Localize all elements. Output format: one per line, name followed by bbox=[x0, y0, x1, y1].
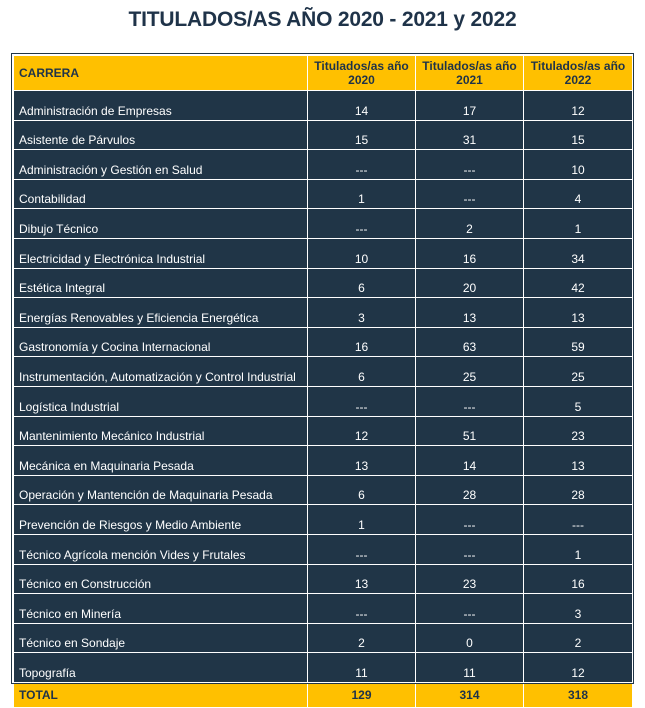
value-2022-cell: 13 bbox=[524, 298, 633, 328]
value-2021-cell: 28 bbox=[416, 475, 524, 505]
value-2021-cell: 0 bbox=[416, 623, 524, 653]
table-row bbox=[14, 534, 633, 564]
value-2021-cell: 25 bbox=[416, 357, 524, 387]
value-2022-cell: 1 bbox=[524, 534, 633, 564]
value-2022-cell: 42 bbox=[524, 268, 633, 298]
value-2021-cell: 16 bbox=[416, 238, 524, 268]
value-2022-cell: 10 bbox=[524, 150, 633, 180]
column-header-2020 bbox=[308, 56, 416, 91]
value-2020-cell: 13 bbox=[308, 564, 416, 594]
table-row bbox=[14, 416, 633, 446]
value-2022-cell: 28 bbox=[524, 475, 633, 505]
table-row bbox=[14, 327, 633, 357]
table-row bbox=[14, 564, 633, 594]
career-name-cell: Administración de Empresas bbox=[14, 91, 308, 121]
value-2020-cell: 6 bbox=[308, 357, 416, 387]
table-row bbox=[14, 505, 633, 535]
career-name-cell: Dibujo Técnico bbox=[14, 209, 308, 239]
value-2020-cell: 10 bbox=[308, 238, 416, 268]
column-header-2021-line1: Titulados/as año bbox=[422, 59, 517, 73]
value-2021-cell: 31 bbox=[416, 120, 524, 150]
table-row bbox=[14, 623, 633, 653]
value-2021-cell: 17 bbox=[416, 91, 524, 121]
career-name-cell: Técnico Agrícola mención Vides y Frutales bbox=[14, 534, 308, 564]
value-2021-cell: 23 bbox=[416, 564, 524, 594]
total-label: TOTAL bbox=[14, 682, 308, 707]
table-row bbox=[14, 120, 633, 150]
career-name-cell: Gastronomía y Cocina Internacional bbox=[14, 327, 308, 357]
value-2022-cell: 23 bbox=[524, 416, 633, 446]
value-2021-cell: --- bbox=[416, 534, 524, 564]
table-row bbox=[14, 150, 633, 180]
total-row bbox=[14, 682, 633, 707]
column-header-2022-line1: Titulados/as año bbox=[530, 59, 626, 73]
value-2022-cell: 34 bbox=[524, 238, 633, 268]
table-row bbox=[14, 357, 633, 387]
value-2021-cell: 63 bbox=[416, 327, 524, 357]
value-2021-cell: 20 bbox=[416, 268, 524, 298]
value-2022-cell: 12 bbox=[524, 91, 633, 121]
table-row bbox=[14, 594, 633, 624]
value-2022-cell: 13 bbox=[524, 446, 633, 476]
titulados-table bbox=[13, 55, 633, 708]
career-name-cell: Logística Industrial bbox=[14, 386, 308, 416]
total-2020: 129 bbox=[308, 682, 416, 707]
value-2021-cell: --- bbox=[416, 594, 524, 624]
value-2022-cell: 3 bbox=[524, 594, 633, 624]
career-name-cell: Instrumentación, Automatización y Control Industrial bbox=[14, 357, 308, 387]
value-2020-cell: 6 bbox=[308, 268, 416, 298]
value-2020-cell: 11 bbox=[308, 653, 416, 683]
table-row bbox=[14, 268, 633, 298]
table-row bbox=[14, 238, 633, 268]
total-2022: 318 bbox=[524, 682, 633, 707]
career-name-cell: Administración y Gestión en Salud bbox=[14, 150, 308, 180]
career-name-cell: Asistente de Párvulos bbox=[14, 120, 308, 150]
table-header-row bbox=[14, 56, 633, 91]
column-header-2020-line2: 2020 bbox=[348, 73, 375, 87]
value-2020-cell: 1 bbox=[308, 505, 416, 535]
value-2021-cell: --- bbox=[416, 150, 524, 180]
value-2022-cell: 25 bbox=[524, 357, 633, 387]
value-2022-cell: 4 bbox=[524, 179, 633, 209]
value-2020-cell: 1 bbox=[308, 179, 416, 209]
value-2020-cell: --- bbox=[308, 150, 416, 180]
value-2022-cell: 1 bbox=[524, 209, 633, 239]
column-header-carrera: CARRERA bbox=[14, 56, 308, 91]
value-2020-cell: 2 bbox=[308, 623, 416, 653]
value-2020-cell: --- bbox=[308, 594, 416, 624]
column-header-2021-line2: 2021 bbox=[456, 73, 483, 87]
table-row bbox=[14, 91, 633, 121]
column-header-2022-line2: 2022 bbox=[564, 73, 592, 87]
table-row bbox=[14, 475, 633, 505]
career-name-cell: Energías Renovables y Eficiencia Energética bbox=[14, 298, 308, 328]
value-2021-cell: 11 bbox=[416, 653, 524, 683]
value-2022-cell: 5 bbox=[524, 386, 633, 416]
value-2020-cell: 3 bbox=[308, 298, 416, 328]
column-header-2021 bbox=[416, 56, 524, 91]
value-2022-cell: 12 bbox=[524, 653, 633, 683]
value-2022-cell: 2 bbox=[524, 623, 633, 653]
career-name-cell: Técnico en Minería bbox=[14, 594, 308, 624]
career-name-cell: Estética Integral bbox=[14, 268, 308, 298]
value-2022-cell: 16 bbox=[524, 564, 633, 594]
value-2021-cell: --- bbox=[416, 386, 524, 416]
career-name-cell: Prevención de Riesgos y Medio Ambiente bbox=[14, 505, 308, 535]
value-2020-cell: 6 bbox=[308, 475, 416, 505]
value-2022-cell: 15 bbox=[524, 120, 633, 150]
total-2021: 314 bbox=[416, 682, 524, 707]
value-2020-cell: 12 bbox=[308, 416, 416, 446]
table-row bbox=[14, 386, 633, 416]
value-2020-cell: 15 bbox=[308, 120, 416, 150]
value-2020-cell: 13 bbox=[308, 446, 416, 476]
column-header-2020-line1: Titulados/as año bbox=[314, 59, 409, 73]
table-body bbox=[14, 91, 633, 683]
career-name-cell: Operación y Mantención de Maquinaria Pesada bbox=[14, 475, 308, 505]
value-2020-cell: 14 bbox=[308, 91, 416, 121]
value-2022-cell: --- bbox=[524, 505, 633, 535]
career-name-cell: Técnico en Construcción bbox=[14, 564, 308, 594]
value-2021-cell: 14 bbox=[416, 446, 524, 476]
career-name-cell: Mecánica en Maquinaria Pesada bbox=[14, 446, 308, 476]
page-title: TITULADOS/AS AÑO 2020 - 2021 y 2022 bbox=[128, 8, 517, 31]
career-name-cell: Electricidad y Electrónica Industrial bbox=[14, 238, 308, 268]
career-name-cell: Topografía bbox=[14, 653, 308, 683]
table-row bbox=[14, 209, 633, 239]
value-2020-cell: --- bbox=[308, 534, 416, 564]
career-name-cell: Mantenimiento Mecánico Industrial bbox=[14, 416, 308, 446]
table-row bbox=[14, 446, 633, 476]
value-2021-cell: 2 bbox=[416, 209, 524, 239]
column-header-2022 bbox=[524, 56, 633, 91]
value-2021-cell: 13 bbox=[416, 298, 524, 328]
value-2021-cell: --- bbox=[416, 505, 524, 535]
table-row bbox=[14, 179, 633, 209]
table-row bbox=[14, 653, 633, 683]
value-2022-cell: 59 bbox=[524, 327, 633, 357]
value-2021-cell: --- bbox=[416, 179, 524, 209]
value-2020-cell: --- bbox=[308, 209, 416, 239]
career-name-cell: Contabilidad bbox=[14, 179, 308, 209]
value-2021-cell: 51 bbox=[416, 416, 524, 446]
career-name-cell: Técnico en Sondaje bbox=[14, 623, 308, 653]
table-row bbox=[14, 298, 633, 328]
value-2020-cell: --- bbox=[308, 386, 416, 416]
value-2020-cell: 16 bbox=[308, 327, 416, 357]
